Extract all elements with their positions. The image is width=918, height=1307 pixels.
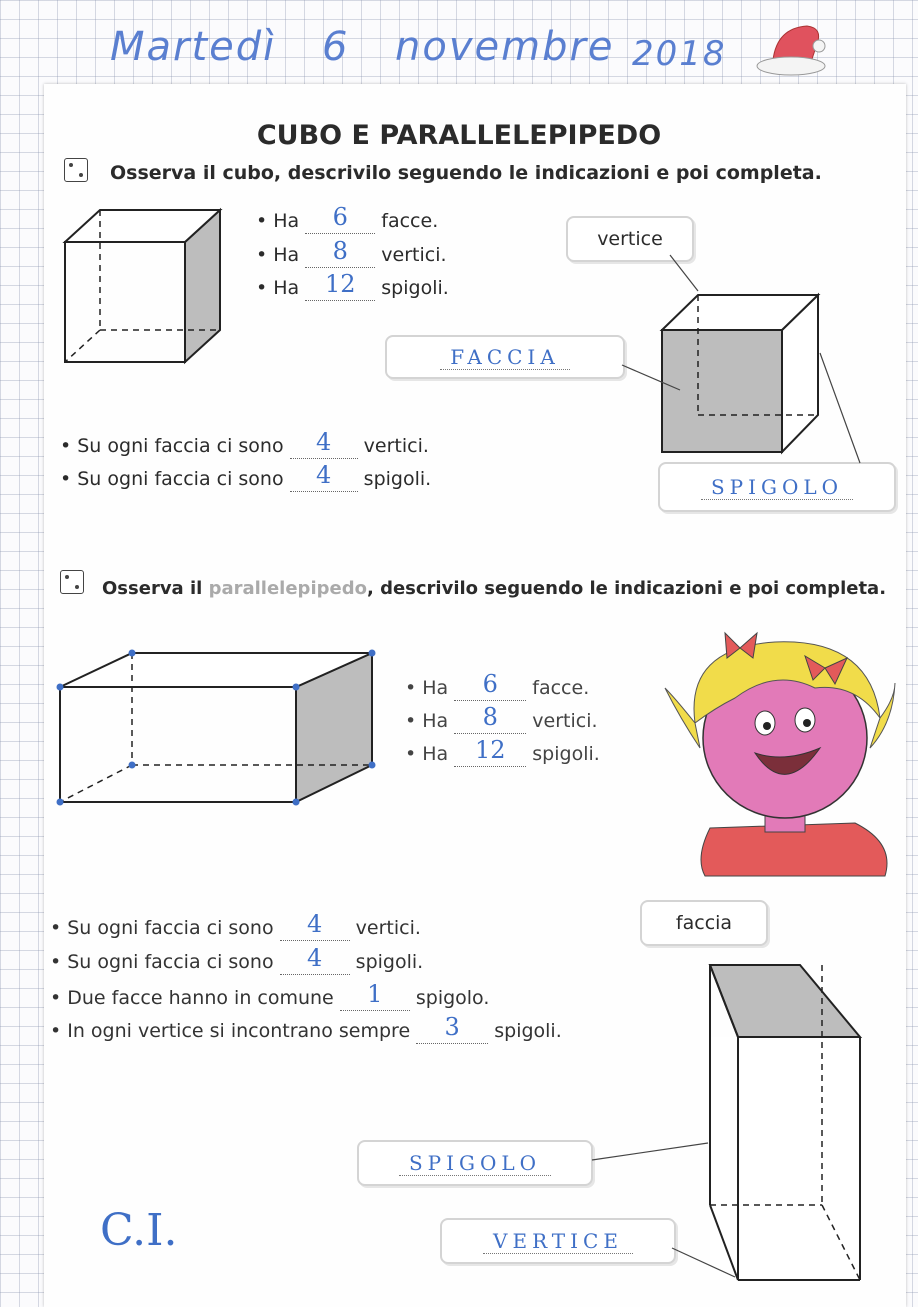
parallelepiped-drawing — [50, 645, 380, 810]
label-spigolo-box: SPIGOLO — [357, 1140, 593, 1186]
girl-illustration — [655, 628, 900, 878]
para-fact-faces: • Ha 6 facce. — [405, 670, 590, 699]
label-vertice-box: VERTICE — [440, 1218, 676, 1264]
instruction-cube: Osserva il cubo, descrivilo seguendo le indicazioni e poi completa. — [110, 162, 822, 184]
date-day: 6 — [322, 24, 350, 70]
cube-fact-faces: • Ha 6 facce. — [256, 203, 439, 232]
cube-drawing — [55, 202, 230, 372]
cube-labelled-drawing — [620, 245, 870, 470]
cube-face-edges: • Su ogni faccia ci sono 4 spigoli. — [60, 461, 432, 490]
instruction-parallelepiped: Osserva il parallelepipedo, descrivilo seguendo le indicazioni e poi completa. — [102, 578, 887, 599]
santa-hat-drawing — [755, 16, 835, 82]
para-face-edges: • Su ogni faccia ci sono 4 spigoli. — [50, 944, 424, 973]
date-weekday: Martedì — [110, 24, 277, 70]
label-vertice-box: vertice — [566, 216, 694, 262]
dice-icon — [64, 158, 88, 182]
para-face-vertices: • Su ogni faccia ci sono 4 vertici. — [50, 910, 421, 939]
teacher-signature: C.I. — [100, 1205, 178, 1256]
cube-fact-edges: • Ha 12 spigoli. — [256, 270, 449, 299]
para-fact-edges: • Ha 12 spigoli. — [405, 736, 600, 765]
para-vertex-edges: • In ogni vertice si incontrano sempre 3 spigoli. — [50, 1013, 562, 1042]
cube-fact-vertices: • Ha 8 vertici. — [256, 237, 447, 266]
prism-labelled-drawing — [590, 955, 870, 1290]
date-year: 2018 — [632, 34, 727, 74]
label-faccia-box: FACCIA — [385, 335, 625, 379]
page-title: CUBO E PARALLELEPIPEDO — [256, 120, 662, 151]
label-spigolo-box: SPIGOLO — [658, 462, 896, 512]
para-common-edge: • Due facce hanno in comune 1 spigolo. — [50, 980, 490, 1009]
para-fact-vertices: • Ha 8 vertici. — [405, 703, 598, 732]
cube-face-vertices: • Su ogni faccia ci sono 4 vertici. — [60, 428, 429, 457]
label-faccia-box: faccia — [640, 900, 768, 946]
date-month: novembre — [395, 24, 615, 70]
dice-icon — [60, 570, 84, 594]
